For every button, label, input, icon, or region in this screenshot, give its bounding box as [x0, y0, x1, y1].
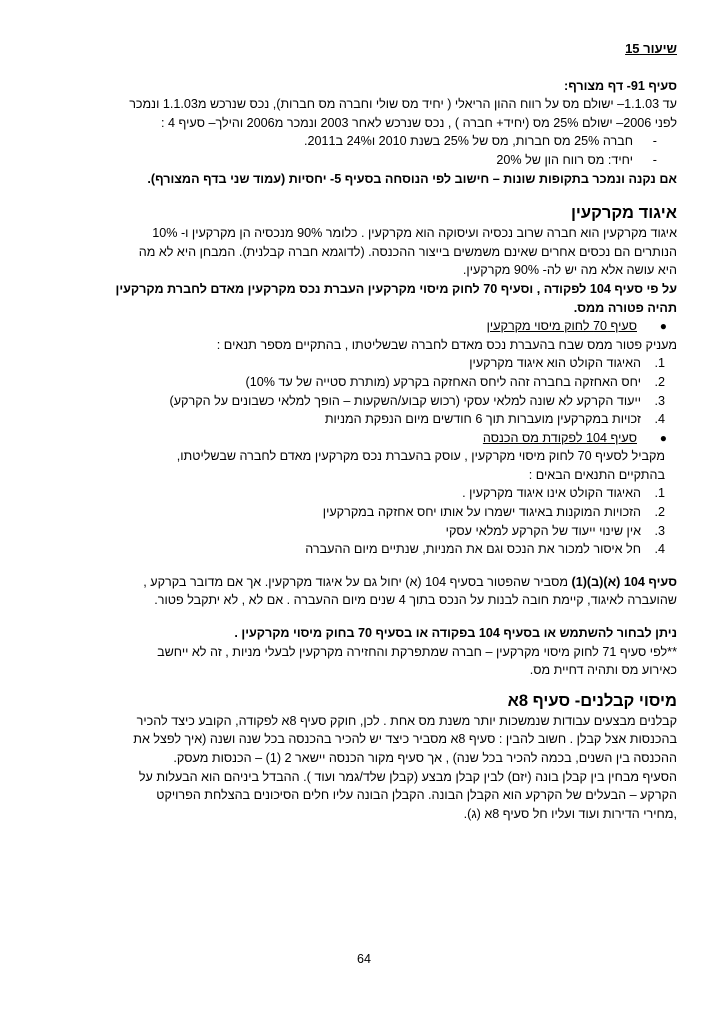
- condition-text: זכויות במקרקעין מועברות תוך 6 חודשים מיום הנפקת המניות: [324, 412, 641, 427]
- real-estate-union-title: איגוד מקרקעין: [570, 204, 677, 223]
- dash-item-company: [70, 132, 677, 151]
- dash-item-text: חברה 25% מס חברות, מס של 25% בשנת 2010 ו24% ב2011.: [304, 134, 633, 149]
- contractors-line-2: בהכנסות אצל קבלן . חשוב להבין : סעיף 8א מסביר כיצד יש להכיר בהכנסה בכל שנה ושנה (איך לפצל את: [133, 732, 677, 747]
- section-104ab-line-2: שהועברה לאיגוד, קיימת חובה לבנות על הנכס בתוך 4 שנים מיום ההעברה . אם לא , לא יתקבל פטור.: [154, 593, 677, 608]
- section-104-heading: סעיף 104 לפקודת מס הכנסה: [482, 430, 637, 445]
- real-estate-union-para-1: איגוד מקרקעין הוא חברה שרוב נכסיה ועיסוקה הוא מקרקעין . כלומר 90% מנכסיה הן מקרקעין ו- 10%: [152, 226, 677, 241]
- page-content: [70, 40, 677, 823]
- section-70-heading: סעיף 70 לחוק מיסוי מקרקעין: [486, 319, 637, 334]
- section-71-note-2: כאירוע מס ותהיה דחיית מס.: [529, 663, 677, 678]
- section-104-intro-2: בהתקיים התנאים הבאים :: [528, 467, 665, 482]
- section-71-note-1: **לפי סעיף 71 לחוק מיסוי מקרקעין – חברה שמתפרקת והחזירה מקרקעין לבעלי מניות , זה לא ייחשב: [157, 644, 677, 659]
- condition-item: [70, 392, 677, 411]
- bullet-icon: ●: [659, 319, 667, 334]
- section-104-intro-1: מקביל לסעיף 70 לחוק מיסוי מקרקעין , עוסק בהעברת נכס מקרקעין מאדם לחברה שבשליטתו,: [176, 449, 665, 464]
- section-91-line-1: עד 1.1.03– ישולם מס על רווח ההון הריאלי ( יחיד מס שולי וחברה מס חברות), נכס שנרכש מ1.1.03 ונמכר: [129, 97, 677, 112]
- choice-statement: ניתן לבחור להשתמש או בסעיף 104 בפקודה או בסעיף 70 בחוק מיסוי מקרקעין .: [234, 626, 677, 641]
- condition-item: [70, 503, 677, 522]
- contractors-line-5: הקרקע – הבעלים של הקרקע הוא הקבלן הבונה. הקבלן הבונה עליו חלים הסיכונים בהצלחת הפרויקט: [156, 788, 677, 803]
- contractors-line-3: ההכנסה בין השנים, בכמה להכיר בכל שנה) , אך סעיף מקור הכנסה יישאר 2 (1) – הכנסות מעסק.: [173, 751, 677, 765]
- real-estate-union-para-3: היא עושה אלא מה יש לה- 90% מקרקעין.: [462, 263, 677, 278]
- bullet-icon: ●: [659, 430, 667, 445]
- condition-text: אין שינוי ייעוד של הקרקע למלאי עסקי: [445, 523, 641, 538]
- condition-number: 2.: [654, 374, 665, 389]
- condition-item: [70, 522, 677, 541]
- condition-number: 2.: [654, 505, 665, 520]
- condition-number: 4.: [654, 412, 665, 427]
- exemption-rule-line-2: תהיה פטורה ממס.: [573, 300, 677, 315]
- section-91-conclusion: אם נקנה ונמכר בתקופות שונות – חישוב לפי הנוסחה בסעיף 5- יחסיות (עמוד שני בדף המצורף).: [147, 171, 677, 186]
- section-70-conditions-list: [70, 354, 677, 428]
- condition-item: [70, 373, 677, 392]
- section-104ab-label: סעיף 104 (א)(ב)(1): [571, 574, 677, 589]
- condition-item: [70, 484, 677, 503]
- condition-item: [70, 540, 677, 559]
- condition-text: הזכויות המוקנות באיגוד ישמרו על אותו יחס אחזקה במקרקעין: [322, 505, 641, 520]
- real-estate-union-para-2: הנותרים הם נכסים אחרים שאינם משמשים בייצור ההכנסה. (לדוגמא חברה קבלנית). המבחן היא לא מה: [138, 244, 677, 259]
- exemption-rule-line-1: על פי סעיף 104 לפקודה , וסעיף 70 לחוק מיסוי מקרקעין העברת נכס מקרקעין מאדם לחברת מקרקעין: [115, 281, 677, 296]
- contractors-line-4: הסעיף מבחין בין קבלן בונה (יזם) לבין קבלן מבצע (קבלן שלד/גמר ועוד ). ההבדל ביניהם הוא הבעלות על: [138, 769, 677, 784]
- section-104-conditions-list: [70, 484, 677, 558]
- section-91-title: סעיף 91- דף מצורף:: [564, 78, 677, 93]
- dash-marker: -: [652, 134, 657, 149]
- section-104ab-text: מסביר שהפטור בסעיף 104 (א) יחול גם על איגוד מקרקעין. אך אם מדובר בקרקע ,: [143, 574, 572, 589]
- dash-marker: -: [652, 152, 657, 167]
- condition-number: 1.: [654, 356, 665, 371]
- page-number: 64: [357, 952, 371, 966]
- contractors-line-1: קבלנים מבצעים עבודות שנמשכות יותר משנת מס אחת . לכן, חוקק סעיף 8א לפקודה, הקובע כיצד להכיר: [136, 713, 677, 728]
- section-70-heading-row: [70, 317, 677, 336]
- condition-number: 3.: [654, 523, 665, 538]
- condition-number: 3.: [654, 393, 665, 408]
- condition-item: [70, 354, 677, 373]
- dash-item-individual: [70, 151, 677, 170]
- section-104-heading-row: [70, 429, 677, 448]
- condition-text: ייעוד הקרקע לא שונה למלאי עסקי (רכוש קבוע/השקעות – הופך למלאי כשבונים על הקרקע): [169, 393, 641, 408]
- section-70-intro: מעניק פטור ממס שבח בהעברת נכס מאדם לחברה שבשליטתו , בהתקיים מספר תנאים :: [216, 337, 677, 352]
- lesson-title: שיעור 15: [625, 41, 677, 56]
- condition-text: האיגוד הקולט אינו איגוד מקרקעין .: [462, 486, 641, 501]
- condition-text: האיגוד הקולט הוא איגוד מקרקעין: [469, 356, 641, 371]
- condition-number: 1.: [654, 486, 665, 501]
- section-91-line-2: לפני 2006– ישולם 25% מס (יחיד+ חברה ) , נכס שנרכש לאחר 2003 ונמכר מ2006 והילך– סעיף 4 :: [161, 115, 677, 130]
- dash-item-text: יחיד: מס רווח הון של 20%: [496, 152, 633, 167]
- condition-item: [70, 410, 677, 429]
- condition-number: 4.: [654, 542, 665, 557]
- contractors-title: מיסוי קבלנים- סעיף 8א: [507, 691, 677, 710]
- condition-text: יחס האחזקה בחברה זהה ליחס האחזקה בקרקע (מותרת סטייה של עד 10%): [245, 374, 641, 389]
- condition-text: חל איסור למכור את הנכס וגם את המניות, שנתיים מיום ההעברה: [305, 542, 641, 557]
- section-104ab-line-1: [70, 573, 677, 592]
- contractors-line-6: ,מחירי הדירות ועוד ועליו חל סעיף 8א (ג).: [463, 806, 677, 821]
